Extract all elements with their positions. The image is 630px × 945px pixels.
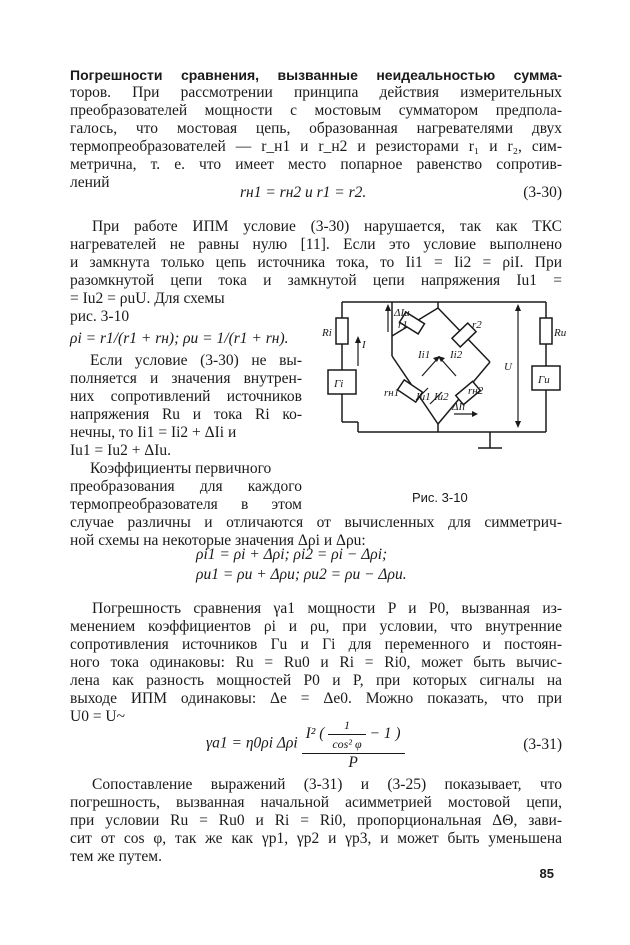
p1-line-1: торов. При рассмотрении принципа действия измерительных — [70, 84, 562, 101]
p2-narrow-9: Коэффициенты первичного — [90, 460, 272, 477]
arrowhead — [438, 356, 445, 362]
label-r2: r2 — [472, 319, 482, 331]
p2-line-2: нагревателей не равны нулю [11]. Если это условие выполнено — [70, 236, 562, 253]
p1-line-5: метрична, т. е. что имеет место попарное равенство сопротив- — [70, 156, 562, 173]
figure-caption: Рис. 3-10 — [412, 490, 468, 505]
p4-line-6: выходе ИПМ одинаковы: Δe = Δe0. Можно показать, что при — [70, 690, 562, 707]
equation-3-30-number: (3-30) — [523, 184, 562, 201]
p4-line-3: сопротивления источников Гu и Гi для переменного и постоян- — [70, 636, 562, 653]
eq-331-inner-den: cos² φ — [332, 737, 362, 751]
label-i: I — [362, 339, 366, 351]
p5-line-3: при условии Ru = Ru0 и Ri = Ri0, пропорциональная ΔΘ, зави- — [70, 812, 562, 829]
p3-line-1: случае различны и отличаются от вычисленных для симметрич- — [70, 514, 562, 531]
p3-line-2: ной схемы на некоторые значения Δρi и Δρu: — [70, 532, 366, 549]
eq-331-inner-fraction — [328, 716, 365, 753]
p2-narrow-6: напряжения Ru и тока Ri ко- — [70, 406, 302, 423]
p2-narrow-5: них сопротивлений источников — [70, 388, 302, 405]
label-gu: Гu — [538, 374, 550, 386]
p1-line-6: лений — [70, 174, 110, 191]
p2-line-1: При работе ИПМ условие (3-30) нарушается, так как ТКС — [92, 218, 562, 235]
p2-line-3: и замкнута только цепь источника тока, то Ii1 = Ii2 = ρiI. При — [70, 254, 562, 271]
p1-line-4: термопреобразователей — r_н1 и r_н2 и резисторами r₁ и r₂, сим- — [70, 138, 562, 155]
label-gi: Гi — [334, 378, 344, 390]
p2-narrow-2: рис. 3-10 — [70, 308, 130, 325]
label-iu2: Iu2 — [434, 391, 449, 403]
label-delta-iu: ΔIu — [394, 307, 410, 319]
arrowhead — [515, 421, 521, 428]
eq-331-num-post: − 1 ) — [369, 725, 401, 743]
arrowhead — [355, 336, 361, 343]
arrowhead — [515, 304, 521, 311]
p4-line-1: Погрешность сравнения γa1 мощности P и P0, вызванная из- — [92, 600, 562, 617]
p5-line-1: Сопоставление выражений (3-31) и (3-25) показывает, что — [92, 776, 562, 793]
bridge-circuit-figure — [322, 296, 566, 486]
p2-line-4: разомкнутой цепи тока и замкнутой цепи напряжения Iu1 = — [70, 272, 562, 289]
label-ru: Ru — [554, 327, 566, 339]
p4-line-4: ного тока одинаковы: Ru = Ru0 и Ri = Ri0, может быть вычис- — [70, 654, 562, 671]
p2-narrow-11: термопреобразователя в этом — [70, 496, 302, 513]
resistor-ru — [540, 318, 552, 344]
resistor-ri — [336, 318, 348, 344]
label-ii1: Ii1 — [418, 349, 431, 361]
eq-331-numerator — [302, 716, 405, 754]
p2-narrow-3: Если условие (3-30) не вы- — [90, 352, 302, 369]
p5-line-2: погрешность, вызванная начальной асимметрией мостовой цепи, — [70, 794, 562, 811]
p2-narrow-10: преобразования для каждого — [70, 478, 302, 495]
eq-331-num-pre: I² ( — [305, 725, 325, 743]
label-r1: r1 — [398, 319, 408, 331]
rho-equations-line-1: ρi1 = ρi + Δρi; ρi2 = ρi − Δρi; — [196, 546, 388, 563]
p2-narrow-8: Iu1 = Iu2 + ΔIu. — [70, 442, 172, 459]
p4-line-5: лена как разность мощностей P0 и P, при которых сигналы на — [70, 672, 562, 689]
eq-331-denominator: P — [348, 754, 358, 771]
arrowhead — [385, 304, 391, 311]
eq-331-lhs: γa1 = η0ρi Δρi — [206, 734, 298, 752]
p4-line-7: U0 = U~ — [70, 708, 126, 725]
label-ii2: Ii2 — [450, 349, 463, 361]
arrowhead — [472, 411, 478, 417]
p2-narrow-7: нечны, то Ii1 = Ii2 + ΔIi и — [70, 424, 237, 441]
eq-331-fraction — [302, 716, 405, 772]
equation-3-31-number: (3-31) — [523, 736, 562, 753]
label-ri: Ri — [322, 327, 332, 339]
label-rn2: rн2 — [468, 385, 484, 397]
label-rn1: rн1 — [384, 387, 400, 399]
p4-line-2: менением коэффициентов ρi и ρu, при условии, что внутренние — [70, 618, 562, 635]
p1-line-3: галось, что мостовая цепь, образованная нагревателями двух — [70, 120, 562, 137]
label-u: U — [504, 361, 512, 373]
p5-line-5: тем же путем. — [70, 848, 162, 865]
label-iu1: Iu1 — [416, 391, 431, 403]
p5-line-4: сит от cos φ, так же как γp1, γp2 и γp3, и может быть уменьшена — [70, 830, 562, 847]
equation-3-31 — [206, 716, 405, 772]
p1-line-2: преобразователей мощности с мостовым сумматором предпола- — [70, 102, 562, 119]
label-delta-ii: ΔIi — [452, 401, 466, 413]
rho-definitions: ρi = r1/(r1 + rн); ρu = 1/(r1 + rн). — [70, 330, 289, 347]
equation-3-30: rн1 = rн2 и r1 = r2. — [240, 184, 367, 201]
rho-equations-line-2: ρu1 = ρu + Δρu; ρu2 = ρu − Δρu. — [196, 566, 407, 583]
section-heading: Погрешности сравнения, вызванные неидеальностью сумма- — [70, 67, 562, 83]
p2-narrow-4: полняется и значения внутрен- — [70, 370, 302, 387]
page-number: 85 — [539, 866, 554, 881]
eq-331-inner-num: 1 — [328, 716, 365, 735]
p2-narrow-1: = Iu2 = ρuU. Для схемы — [70, 290, 225, 307]
